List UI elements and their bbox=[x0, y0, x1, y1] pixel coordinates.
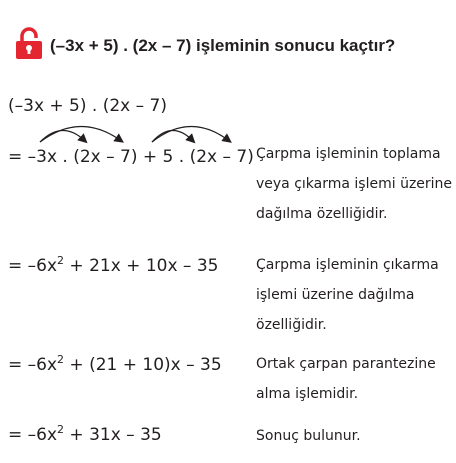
step-1-note: Çarpma işleminin toplama veya çıkarma işlemi üzerine dağılma özelliğidir. bbox=[256, 146, 453, 222]
step-2-note: Çarpma işleminin çıkarma işlemi üzerine dağılma özelliğidir. bbox=[256, 257, 439, 333]
step-1-math: = –3x . (2x – 7) + 5 . (2x – 7) bbox=[8, 147, 254, 167]
lock-icon bbox=[14, 26, 44, 60]
step-4-note: Sonuç bulunur. bbox=[256, 428, 361, 444]
arrow-3 bbox=[152, 130, 192, 142]
step-4-math: = $-6x^2 + 31x - 35$ bbox=[8, 423, 162, 445]
step-3-note: Ortak çarpan parantezine alma işlemidir. bbox=[256, 356, 436, 402]
problem-expression: (–3x + 5) . (2x – 7) bbox=[8, 96, 167, 116]
step-2-math: = $-6x^2 + 21x + 10x - 35$ bbox=[8, 254, 219, 276]
problem-title: (–3x + 5) . (2x – 7) işleminin sonucu kaçtır? bbox=[50, 36, 396, 55]
arrow-4 bbox=[152, 126, 228, 142]
step-3-math: = $-6x^2 + (21 + 10)x - 35$ bbox=[8, 353, 222, 375]
arrow-2 bbox=[40, 126, 120, 142]
arrow-1 bbox=[40, 130, 84, 142]
